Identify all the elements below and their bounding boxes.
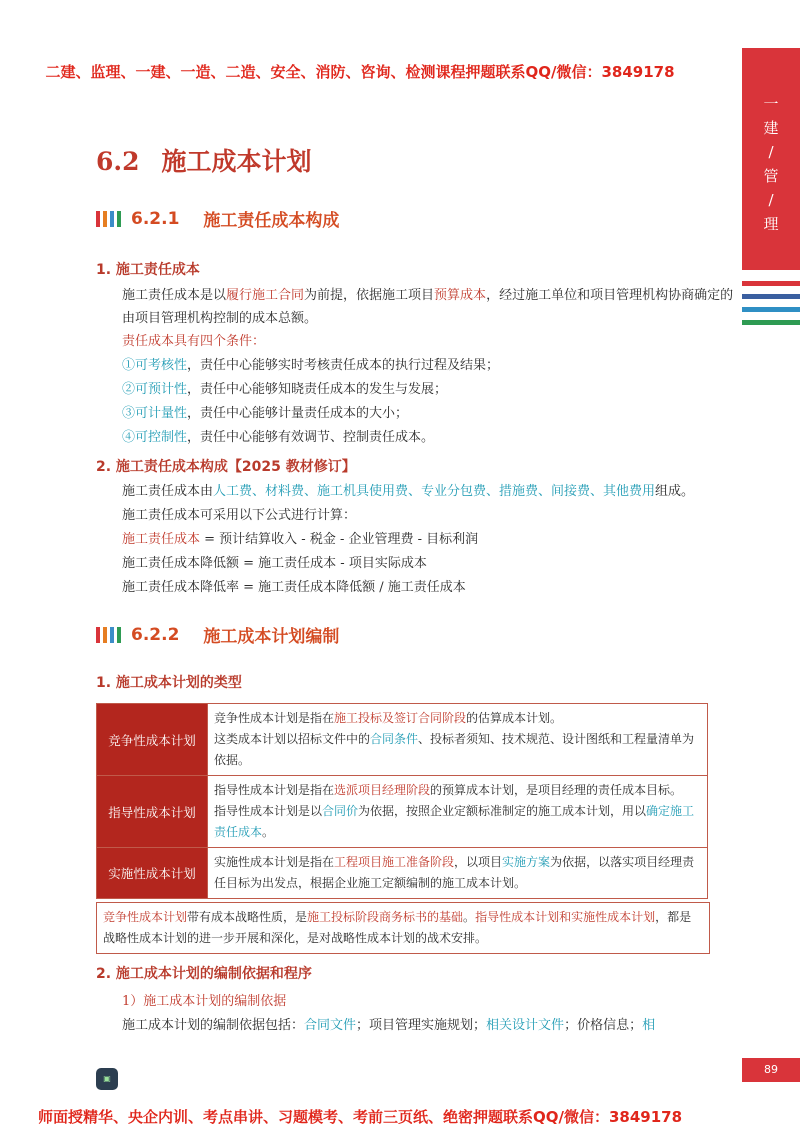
row-label: 实施性成本计划 <box>97 848 208 899</box>
conditions-title: 责任成本具有四个条件： <box>122 334 266 349</box>
table-row <box>97 848 708 899</box>
side-stripe <box>742 307 800 312</box>
section-heading <box>96 142 312 178</box>
paragraph: 施工责任成本由人工费、材料费、施工机具使用费、专业分包费、措施费、间接费、其他费用组成。 <box>122 484 695 499</box>
side-tab-char: / <box>768 143 774 161</box>
side-stripe <box>742 281 800 286</box>
page-number: 89 <box>742 1058 800 1082</box>
formula: 施工责任成本降低率 = 施工责任成本降低额 / 施工责任成本 <box>122 580 466 595</box>
item-heading: 1. 施工成本计划的类型 <box>96 675 242 691</box>
subsection-number: 6.2.2 <box>131 624 180 645</box>
condition-item: ③可计量性，责任中心能够计量责任成本的大小； <box>122 406 409 421</box>
summary-note: 竞争性成本计划带有成本战略性质，是施工投标阶段商务标书的基础。指导性成本计划和实施性成本计划，都是战略性成本计划的进一步开展和深化，是对战略性成本计划的战术安排。 <box>96 902 710 954</box>
chapter-side-tab <box>742 48 800 270</box>
promo-banner-bottom: 师面授精华、央企内训、考点串讲、习题模考、考前三页纸、绝密押题联系QQ/微信：3849178 <box>37 1108 683 1126</box>
side-tab-char: / <box>768 191 774 209</box>
subsection-number: 6.2.1 <box>131 208 180 229</box>
paragraph: 施工责任成本是以履行施工合同为前提，依据施工项目预算成本，经过施工单位和项目管理机构协商确定的由项目管理机构控制的成本总额。 <box>122 288 734 326</box>
condition-item: ②可预计性，责任中心能够知晓责任成本的发生与发展； <box>122 382 448 397</box>
side-tab-char: 建 <box>763 119 779 137</box>
section-number: 6.2 <box>96 147 140 176</box>
bars-icon <box>96 627 121 643</box>
side-stripe <box>742 294 800 299</box>
paragraph: 施工责任成本可采用以下公式进行计算： <box>122 508 357 523</box>
paragraph: 施工成本计划的编制依据包括：合同文件；项目管理实施规划；相关设计文件；价格信息；相 <box>122 1018 656 1033</box>
table-row <box>97 776 708 848</box>
sub-item-heading: 1）施工成本计划的编制依据 <box>122 994 287 1009</box>
side-tab-char: 管 <box>763 167 779 185</box>
table-row <box>97 704 708 776</box>
row-description: 竞争性成本计划是指在施工投标及签订合同阶段的估算成本计划。 这类成本计划以招标文件中的合同条件、投标者须知、技术规范、设计图纸和工程量清单为依据。 <box>208 704 708 776</box>
formula: 施工责任成本降低额 = 施工责任成本 - 项目实际成本 <box>122 556 427 571</box>
section-title: 施工成本计划 <box>161 147 312 176</box>
side-stripe <box>742 320 800 325</box>
side-tab-char: 一 <box>763 95 779 113</box>
item-heading: 1. 施工责任成本 <box>96 262 200 278</box>
condition-item: ①可考核性，责任中心能够实时考核责任成本的执行过程及结果； <box>122 358 500 373</box>
row-label: 指导性成本计划 <box>97 776 208 848</box>
item-heading: 2. 施工成本计划的编制依据和程序 <box>96 966 312 982</box>
item-heading: 2. 施工责任成本构成【2025 教材修订】 <box>96 459 356 475</box>
side-tab-char: 理 <box>763 215 779 233</box>
formula: 施工责任成本 = 预计结算收入 - 税金 - 企业管理费 - 目标利润 <box>122 532 479 547</box>
app-logo-icon: ▣ <box>96 1068 118 1090</box>
plan-types-table <box>96 703 708 899</box>
subsection-heading-6-2-1 <box>96 206 339 231</box>
condition-item: ④可控制性，责任中心能够有效调节、控制责任成本。 <box>122 430 435 445</box>
row-label: 竞争性成本计划 <box>97 704 208 776</box>
subsection-title: 施工责任成本构成 <box>203 211 340 231</box>
promo-banner-top: 二建、监理、一建、一造、二造、安全、消防、咨询、检测课程押题联系QQ/微信：3849178 <box>45 63 675 81</box>
row-description: 指导性成本计划是指在选派项目经理阶段的预算成本计划，是项目经理的责任成本目标。 指导性成本计划是以合同价为依据，按照企业定额标准制定的施工成本计划，用以确定施工责任成本。 <box>208 776 708 848</box>
row-description: 实施性成本计划是指在工程项目施工准备阶段，以项目实施方案为依据，以落实项目经理责任目标为出发点，根据企业施工定额编制的施工成本计划。 <box>208 848 708 899</box>
subsection-title: 施工成本计划编制 <box>203 627 340 647</box>
bars-icon <box>96 211 121 227</box>
subsection-heading-6-2-2 <box>96 622 339 647</box>
